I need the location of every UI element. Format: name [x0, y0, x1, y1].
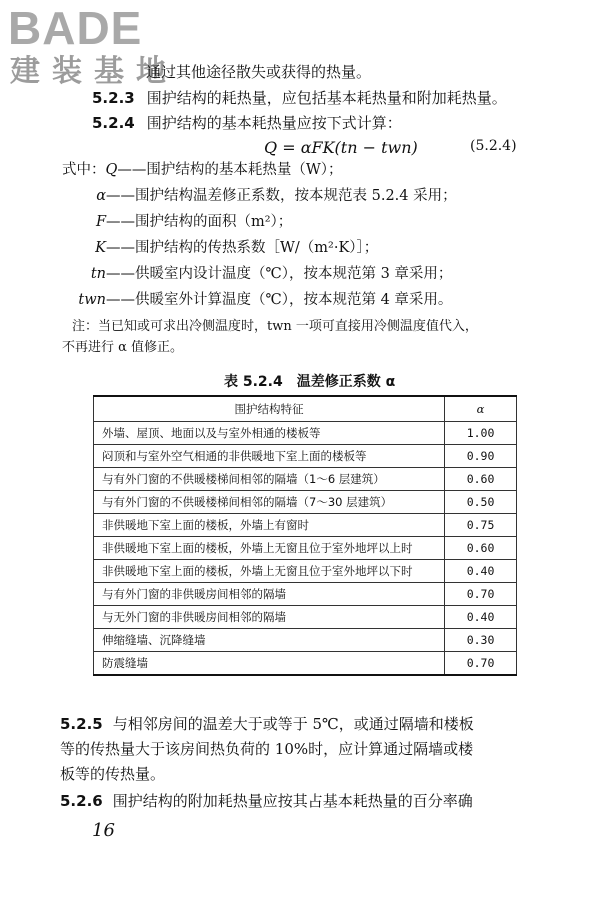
clause-text: 围护结构的附加耗热量应按其占基本耗热量的百分率确: [112, 792, 473, 810]
symbol: α: [96, 188, 106, 204]
clause-5-2-5-line-1: [60, 713, 474, 735]
where-item-alpha: [62, 186, 457, 206]
table-row: [94, 444, 517, 467]
cell-alpha-value: 0.40: [445, 606, 517, 629]
cell-characteristic: 非供暖地下室上面的楼板，外墙上有窗时: [94, 513, 445, 536]
definition: ——围护结构的基本耗热量（W）；: [117, 162, 343, 178]
clause-5-2-5-line-2: 等的传热量大于该房间热负荷的 10%时，应计算通过隔墙或楼: [60, 740, 474, 758]
table-row: [94, 629, 517, 652]
clause-number: 5.2.6: [60, 792, 103, 810]
clause-text: 与相邻房间的温差大于或等于 5℃，或通过隔墙和楼板: [112, 715, 474, 733]
logo-subtitle: 建装基地: [10, 54, 178, 89]
equation-number: (5.2.4): [470, 138, 517, 154]
table-row: [94, 490, 517, 513]
where-lead: 式中：: [62, 162, 106, 178]
note-line-2: 不再进行 α 值修正。: [62, 340, 184, 355]
cell-alpha-value: 0.70: [445, 652, 517, 675]
where-item-q: [62, 160, 343, 180]
brand-logo: [8, 4, 178, 96]
where-item-twn: [62, 290, 452, 310]
header-alpha: α: [445, 396, 517, 421]
symbol: twn: [78, 292, 106, 308]
table-row: [94, 560, 517, 583]
clause-number: 5.2.4: [92, 114, 135, 132]
cell-alpha-value: 0.60: [445, 467, 517, 490]
table-row: [94, 513, 517, 536]
table-row: [94, 536, 517, 559]
clause-5-2-3: [92, 88, 507, 108]
clause-text: 围护结构的耗热量，应包括基本耗热量和附加耗热量。: [146, 89, 507, 107]
table-title: 表 5.2.4 温差修正系数 α: [224, 374, 396, 390]
formula: Q = αFK(tn − twn): [264, 138, 418, 157]
cell-characteristic: 与有外门窗的不供暖楼梯间相邻的隔墙（1～6 层建筑）: [94, 467, 445, 490]
symbol: tn: [90, 266, 106, 282]
table-row: [94, 421, 517, 444]
cell-characteristic: 外墙、屋顶、地面以及与室外相通的楼板等: [94, 421, 445, 444]
clause-number: 5.2.5: [60, 715, 103, 733]
table-row: [94, 583, 517, 606]
cell-alpha-value: 0.60: [445, 536, 517, 559]
cell-characteristic: 与有外门窗的非供暖房间相邻的隔墙: [94, 583, 445, 606]
cell-characteristic: 与无外门窗的非供暖房间相邻的隔墙: [94, 606, 445, 629]
cell-characteristic: 闷顶和与室外空气相通的非供暖地下室上面的楼板等: [94, 444, 445, 467]
definition: ——围护结构的面积（m²）；: [106, 214, 293, 230]
table-row: [94, 467, 517, 490]
symbol: K: [95, 240, 106, 256]
cell-characteristic: 防震缝墙: [94, 652, 445, 675]
cell-characteristic: 伸缩缝墙、沉降缝墙: [94, 629, 445, 652]
cell-alpha-value: 1.00: [445, 421, 517, 444]
where-item-tn: [62, 264, 452, 284]
definition: ——围护结构的传热系数［W/（m²·K）］；: [106, 240, 379, 256]
cell-alpha-value: 0.30: [445, 629, 517, 652]
cell-characteristic: 非供暖地下室上面的楼板，外墙上无窗且位于室外地坪以下时: [94, 560, 445, 583]
logo-brand-text: BADE: [8, 2, 143, 54]
clause-5-2-6-line-1: [60, 790, 473, 812]
cell-alpha-value: 0.50: [445, 490, 517, 513]
correction-coefficient-table: [93, 395, 517, 676]
table-row: [94, 606, 517, 629]
cell-characteristic: 非供暖地下室上面的楼板，外墙上无窗且位于室外地坪以上时: [94, 536, 445, 559]
table-row: [94, 652, 517, 675]
cell-characteristic: 与有外门窗的不供暖楼梯间相邻的隔墙（7～30 层建筑）: [94, 490, 445, 513]
symbol: Q: [105, 162, 118, 178]
definition: ——供暖室外计算温度（℃），按本规范第 4 章采用。: [106, 292, 453, 308]
cell-alpha-value: 0.70: [445, 583, 517, 606]
continuation-line: 通过其他途径散失或获得的热量。: [146, 63, 372, 81]
clause-text: 围护结构的基本耗热量应按下式计算：: [146, 114, 402, 132]
clause-5-2-5-line-3: 板等的传热量。: [60, 765, 166, 783]
clause-number: 5.2.3: [92, 89, 135, 107]
where-item-f: [62, 212, 292, 232]
table-header-row: [94, 396, 517, 421]
definition: ——供暖室内设计温度（℃），按本规范第 3 章采用；: [106, 266, 453, 282]
cell-alpha-value: 0.75: [445, 513, 517, 536]
cell-alpha-value: 0.90: [445, 444, 517, 467]
where-item-k: [62, 238, 378, 258]
page-number: 16: [92, 820, 115, 841]
cell-alpha-value: 0.40: [445, 560, 517, 583]
symbol: F: [95, 214, 106, 230]
header-characteristic: 围护结构特征: [94, 396, 445, 421]
note-line-1: 注：当已知或可求出冷侧温度时，twn 一项可直接用冷侧温度值代入，: [72, 319, 478, 334]
definition: ——围护结构温差修正系数，按本规范表 5.2.4 采用；: [106, 188, 457, 204]
clause-5-2-4: [92, 113, 402, 133]
